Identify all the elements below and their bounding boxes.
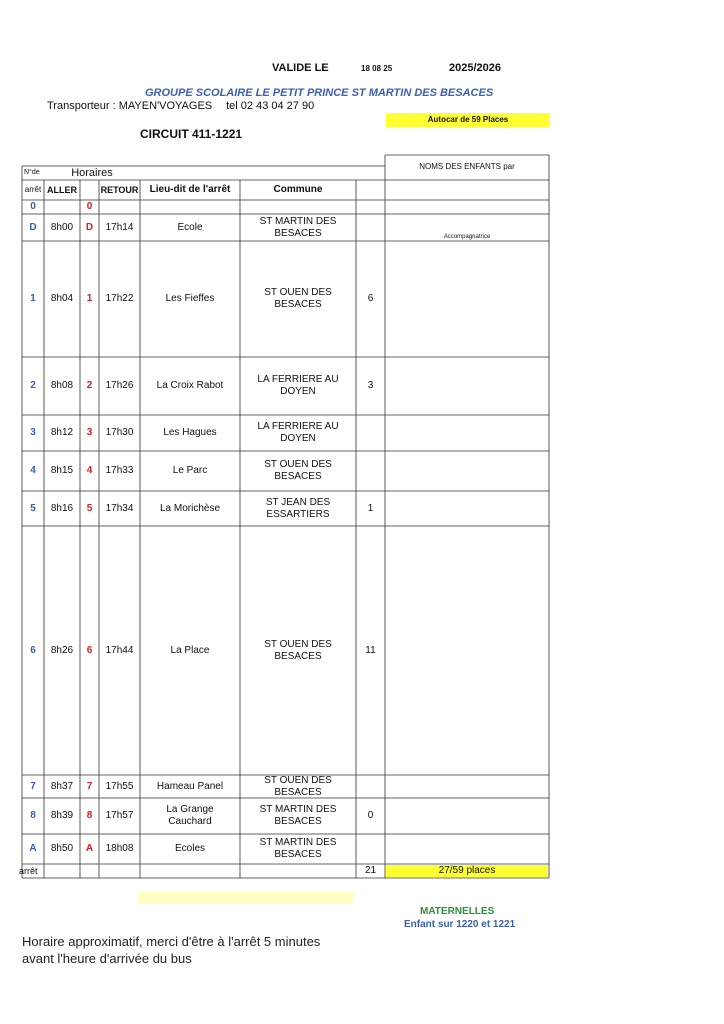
stop-number-retour: 4 (86, 465, 93, 476)
stop-number-aller: A (29, 843, 37, 854)
stop-number-retour: 2 (86, 380, 93, 391)
aller-time: 8h39 (50, 810, 74, 821)
lieu-dit: Les Fieffes (165, 293, 215, 304)
timetable-note (22, 933, 320, 967)
commune: ST OUEN DES BESACES (264, 287, 332, 310)
places-summary: 27/59 places (386, 865, 548, 877)
child-count: 3 (367, 380, 374, 391)
lieu-dit: La Croix Rabot (156, 380, 224, 391)
stop-number-aller: 3 (30, 427, 36, 438)
header-commune: Commune (273, 184, 323, 195)
circuit-title: CIRCUIT 411-1221 (140, 127, 243, 141)
lieu-dit: La Morichèse (159, 502, 221, 514)
lieu-dit: Ecole (177, 221, 203, 233)
stop-number-retour: 1 (86, 293, 93, 304)
child-count (356, 451, 385, 491)
header-aller: ALLER (47, 185, 77, 195)
stop-number-aller: 0 (30, 201, 36, 212)
enfant-note: Enfant sur 1220 et 1221 (404, 919, 516, 930)
child-count (356, 834, 385, 864)
header-horaires: Horaires (71, 167, 113, 179)
telephone: tel 02 43 04 27 90 (226, 100, 315, 112)
commune: LA FERRIERE AU DOYEN (257, 421, 339, 444)
school-year: 2025/2026 (449, 62, 501, 74)
note-line-2: avant l'heure d'arrivée du bus (22, 951, 192, 966)
child-count: 0 (367, 810, 374, 821)
stop-number-retour: A (85, 843, 94, 854)
aller-time: 8h15 (50, 465, 74, 476)
total-children: 21 (364, 865, 377, 876)
retour-time: 17h14 (105, 221, 134, 233)
child-count: 1 (367, 502, 374, 514)
aller-time: 8h37 (50, 780, 74, 792)
commune: ST JEAN DES ESSARTIERS (265, 496, 331, 520)
stop-number-aller: 1 (30, 293, 36, 304)
lieu-dit: Le Parc (172, 465, 208, 476)
stop-number-retour: 6 (86, 644, 93, 656)
aller-time: 8h12 (50, 427, 74, 438)
stop-number-aller: 4 (30, 465, 36, 476)
aller-time: 8h50 (50, 843, 74, 854)
commune: ST MARTIN DES BESACES (259, 804, 337, 827)
retour-time: 17h30 (105, 427, 134, 438)
commune: ST MARTIN DES BESACES (259, 837, 337, 860)
accompagnatrice-label: Accompagnatrice (443, 233, 491, 240)
retour-time: 17h34 (105, 502, 134, 514)
header-lieu-dit: Lieu-dit de l'arrêt (149, 184, 231, 195)
highlight-bar (138, 892, 354, 904)
retour-time: 17h55 (105, 780, 134, 792)
lieu-dit: Les Hagues (163, 427, 217, 438)
retour-time: 17h33 (105, 465, 134, 476)
stop-number-aller: 2 (30, 380, 36, 391)
header-noms-enfants: NOMS DES ENFANTS par (419, 162, 515, 171)
stop-number-aller: 8 (30, 810, 36, 821)
stop-number-retour: D (85, 221, 94, 233)
child-count: 11 (365, 644, 376, 656)
child-count: 6 (367, 293, 374, 304)
commune: ST MARTIN DES BESACES (259, 215, 337, 239)
stop-number-retour: 7 (86, 780, 93, 792)
stop-number-aller: D (29, 221, 37, 233)
retour-time: 17h22 (105, 293, 134, 304)
aller-time: 8h26 (50, 644, 74, 656)
aller-time: 8h08 (50, 380, 74, 391)
valide-label: VALIDE LE (272, 62, 329, 74)
retour-time: 18h08 (105, 843, 134, 854)
lieu-dit: Hameau Panel (156, 780, 224, 792)
commune: ST OUEN DES BESACES (264, 638, 332, 662)
footer-arret-label: arrêt (19, 866, 38, 876)
stop-number-retour: 3 (86, 427, 93, 438)
lieu-dit: Ecoles (174, 843, 205, 854)
lieu-dit: La Grange Cauchard (166, 804, 214, 827)
commune: ST OUEN DES BESACES (264, 774, 332, 798)
stop-number-retour: 8 (86, 810, 93, 821)
valide-date: 18 08 25 (361, 64, 393, 73)
autocar-badge: Autocar de 59 Places (386, 113, 550, 127)
child-count (356, 214, 385, 241)
stop-number-retour: 5 (86, 502, 93, 514)
stop-number-aller: 6 (30, 644, 36, 656)
aller-time: 8h00 (50, 221, 74, 233)
header-no-top: N°de (24, 169, 40, 176)
commune: ST OUEN DES BESACES (264, 459, 332, 482)
stop-number-retour: 0 (86, 201, 93, 212)
retour-time: 17h26 (105, 380, 134, 391)
transporteur: Transporteur : MAYEN'VOYAGES (47, 100, 213, 112)
header-arret: arrêt (24, 185, 42, 194)
stop-number-aller: 7 (30, 780, 36, 792)
school-name: GROUPE SCOLAIRE LE PETIT PRINCE ST MARTIN DES BESACES (145, 87, 494, 99)
child-count (356, 775, 385, 798)
maternelles-label: MATERNELLES (420, 906, 495, 917)
child-count (356, 415, 385, 451)
retour-time: 17h57 (105, 810, 134, 821)
stop-number-aller: 5 (30, 502, 36, 514)
lieu-dit: La Place (170, 644, 210, 656)
aller-time: 8h04 (50, 293, 74, 304)
aller-time: 8h16 (50, 502, 74, 514)
note-line-1: Horaire approximatif, merci d'être à l'arrêt 5 minutes (22, 934, 321, 949)
header-retour: RETOUR (100, 185, 139, 195)
commune: LA FERRIERE AU DOYEN (257, 374, 339, 397)
retour-time: 17h44 (105, 644, 134, 656)
